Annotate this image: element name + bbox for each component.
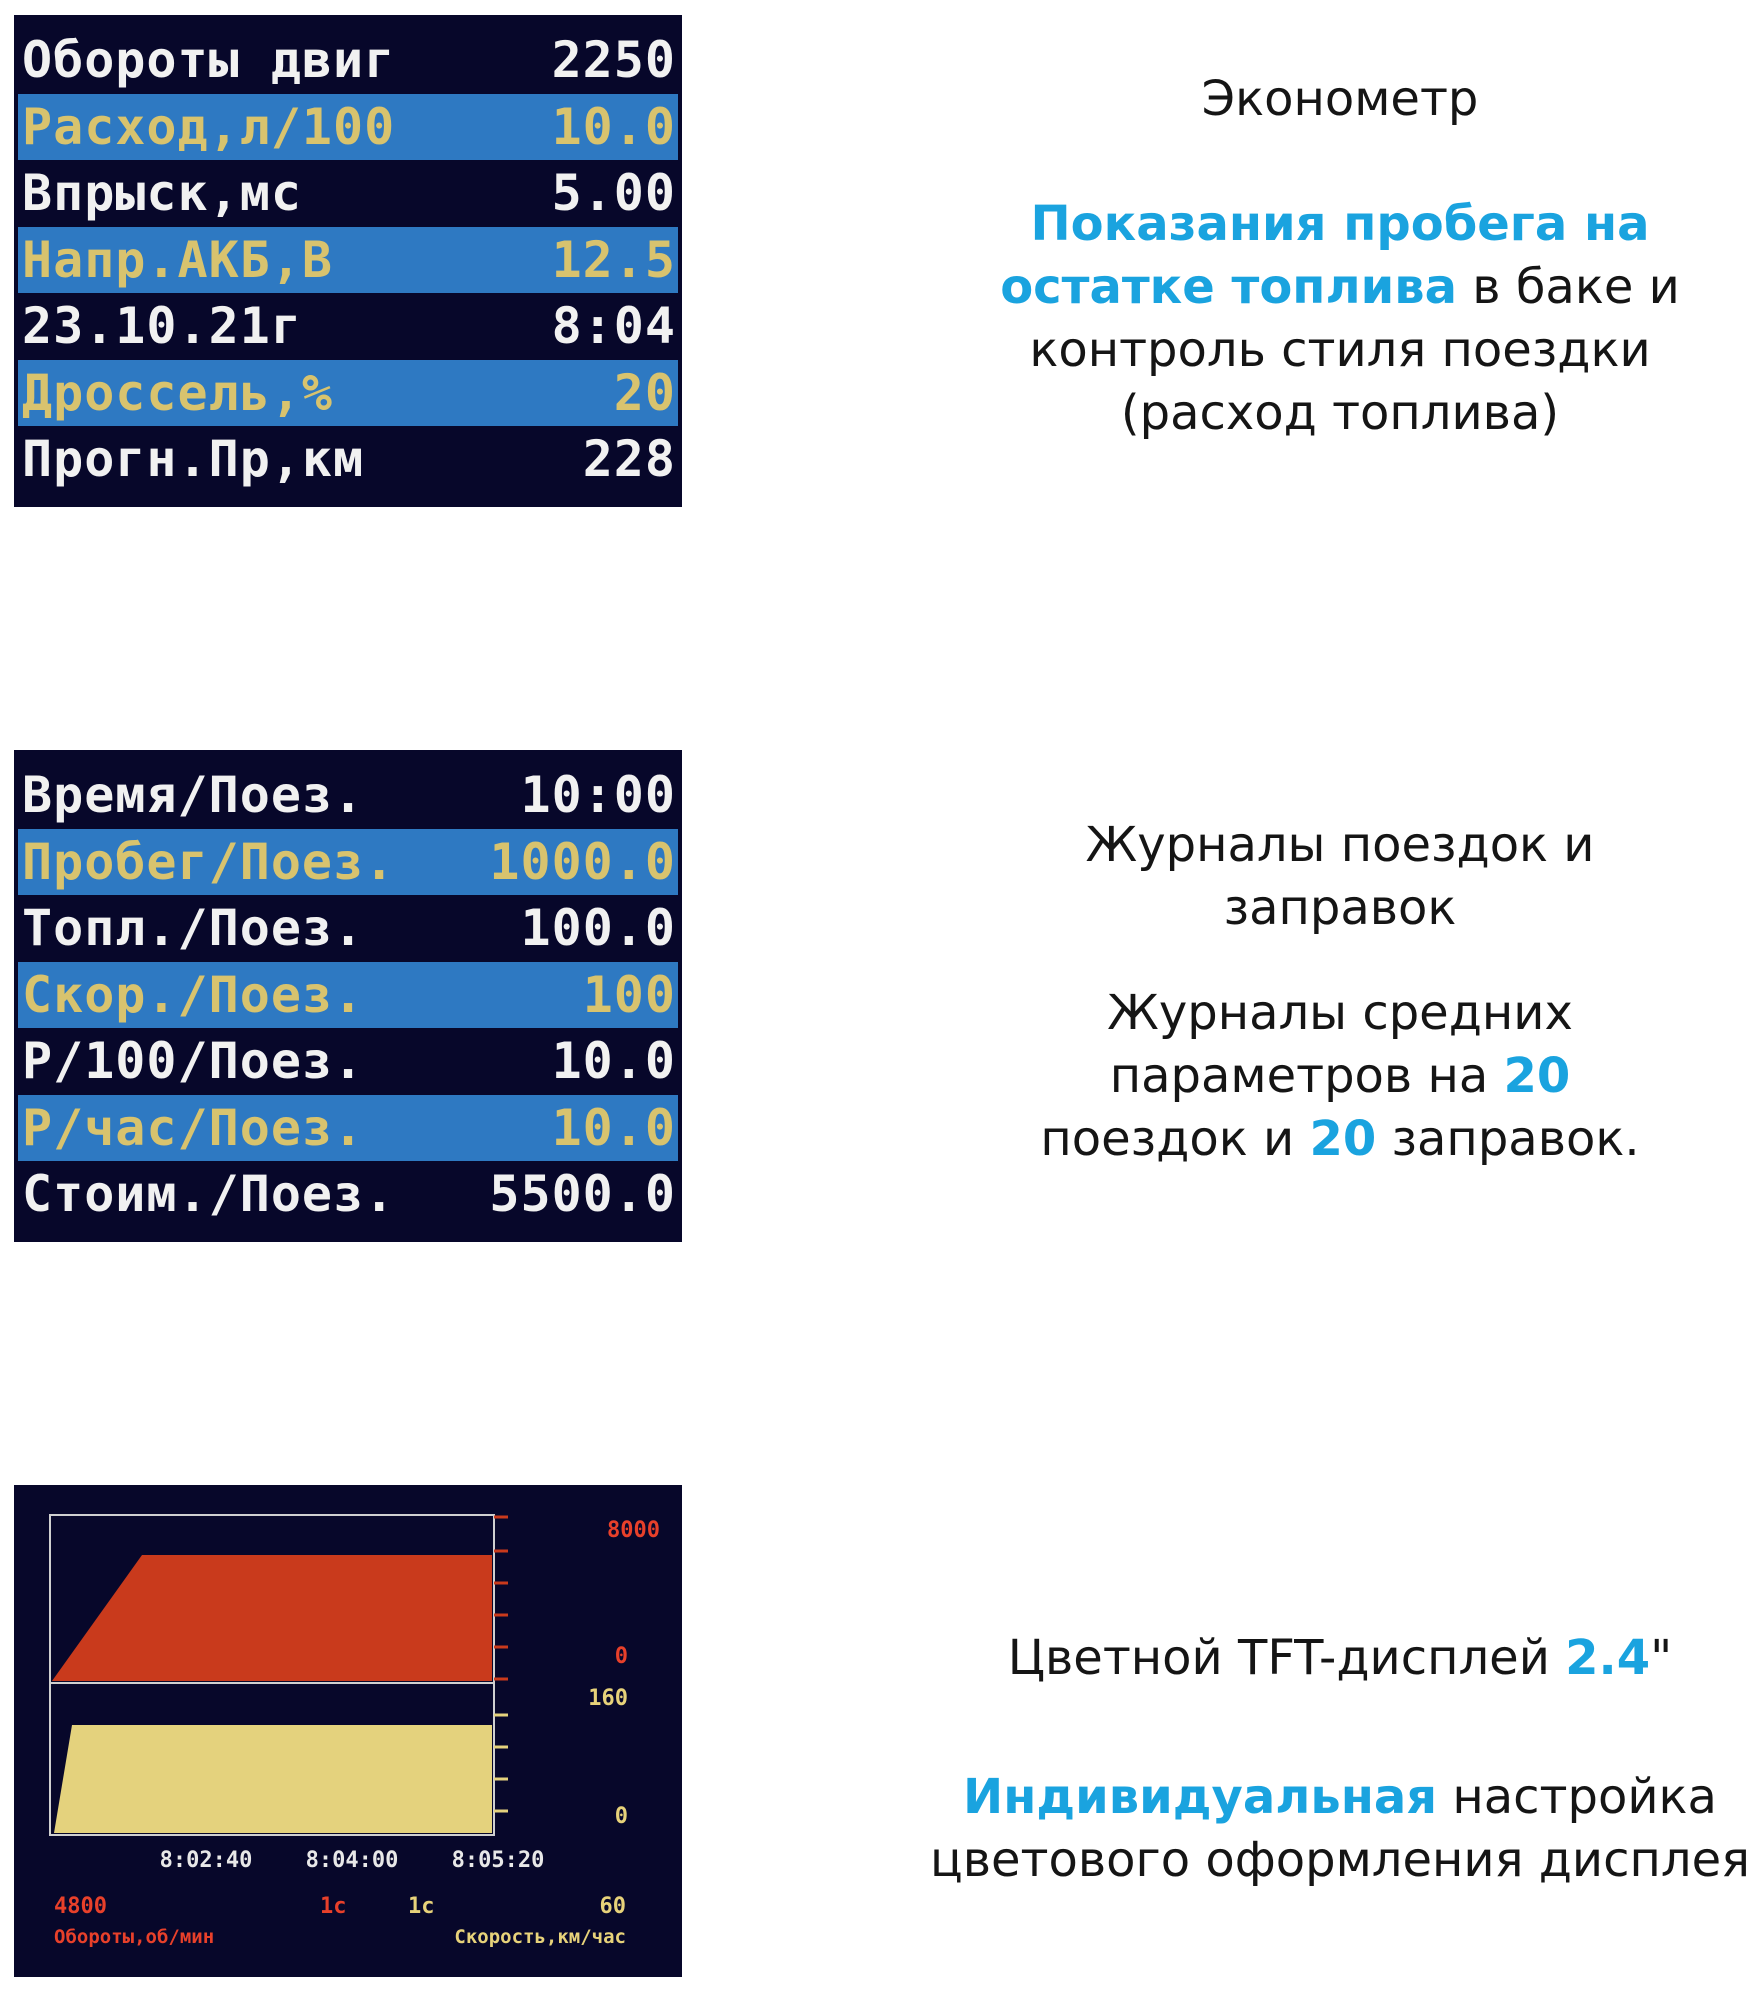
data-row: [18, 1028, 678, 1094]
journal-text-b: поездок и: [1040, 1111, 1310, 1167]
row-label: Обороты двиг: [22, 31, 396, 89]
display-description: [930, 1627, 1750, 1892]
rpm-label: Обороты,об/мин: [54, 1926, 215, 1948]
row-label: Топл./Поез.: [22, 899, 365, 957]
speed-scale-min: 0: [614, 1804, 628, 1829]
trip-journal-screen: [14, 750, 682, 1242]
row-value: 228: [582, 430, 676, 488]
row-value: 1000.0: [489, 832, 676, 891]
row-label: Напр.АКБ,В: [22, 230, 334, 289]
refuels-count: 20: [1309, 1111, 1377, 1167]
row-value: 5500.0: [489, 1165, 676, 1223]
data-row: [18, 1161, 678, 1227]
row-value: 100.0: [520, 899, 676, 957]
econometer-screen: [14, 15, 682, 507]
rpm-scale-max: 8000: [607, 1518, 660, 1543]
display-text-c: настройка цветового оформления дисплея: [930, 1769, 1750, 1888]
speed-label: Скорость,км/час: [454, 1926, 626, 1948]
time-tick: 8:04:00: [305, 1848, 399, 1873]
row-value: 20: [613, 363, 676, 422]
journal-text-a: Журналы средних параметров на: [1107, 985, 1573, 1104]
data-row: [18, 1095, 678, 1161]
econometer-description: [930, 68, 1750, 445]
data-row: [18, 762, 678, 828]
display-title: [930, 1627, 1750, 1690]
data-row: [18, 227, 678, 293]
rpm-scale-min: 0: [614, 1644, 628, 1669]
row-value: 10:00: [520, 766, 676, 824]
data-row: [18, 160, 678, 226]
data-row: [18, 293, 678, 359]
speed-scale-max: 160: [588, 1686, 628, 1711]
row-value: 12.5: [551, 230, 676, 289]
journal-text: [930, 982, 1750, 1171]
row-label: Пробег/Поез.: [22, 832, 396, 891]
data-row: [18, 360, 678, 426]
range-text: в баке и контроль стиля поездки (расход топлива): [1029, 259, 1680, 441]
row-value: 10.0: [551, 1098, 676, 1157]
time-tick: 8:05:20: [451, 1848, 545, 1873]
row-value: 2250: [551, 31, 676, 89]
row-value: 10.0: [551, 1032, 676, 1090]
row-label: Расход,л/100: [22, 97, 396, 156]
journal-title: Журналы поездок и заправок: [1085, 817, 1595, 936]
data-row: [18, 426, 678, 492]
individual-highlight: Индивидуальная: [963, 1769, 1438, 1825]
display-text-a: Цветной TFT-дисплей: [1007, 1630, 1566, 1686]
time-tick: 8:02:40: [159, 1848, 253, 1873]
row-label: Прогн.Пр,км: [22, 430, 365, 488]
chart-svg: [14, 1485, 682, 1977]
speed-area: [54, 1725, 492, 1833]
rpm-scale-ticks: [494, 1517, 508, 1679]
row-label: Время/Поез.: [22, 766, 365, 824]
data-row: [18, 962, 678, 1028]
journal-text-c: заправок.: [1376, 1111, 1640, 1167]
econometer-text: [930, 193, 1750, 445]
trips-count: 20: [1503, 1048, 1571, 1104]
row-label: Стоим./Поез.: [22, 1165, 396, 1223]
journal-description: [930, 814, 1750, 1171]
rpm-area: [52, 1555, 492, 1681]
speed-interval: 1с: [408, 1894, 435, 1919]
data-row: [18, 27, 678, 93]
row-label: 23.10.21г: [22, 297, 302, 355]
rpm-value: 4800: [54, 1894, 107, 1919]
data-row: [18, 94, 678, 160]
row-value: 5.00: [551, 164, 676, 222]
row-value: 100: [582, 965, 676, 1024]
display-size: 2.4: [1565, 1630, 1651, 1686]
row-value: 8:04: [551, 297, 676, 355]
econometer-title: Эконометр: [1201, 71, 1479, 127]
row-label: Р/100/Поез.: [22, 1032, 365, 1090]
rpm-interval: 1с: [320, 1894, 347, 1919]
data-row: [18, 829, 678, 895]
chart-screen: [14, 1485, 682, 1977]
display-customization: [930, 1766, 1750, 1892]
speed-value: 60: [599, 1894, 626, 1919]
display-text-b: ": [1650, 1630, 1673, 1686]
row-label: Впрыск,мс: [22, 164, 302, 222]
range-highlight: Показания пробега на остатке топлива: [1000, 196, 1650, 315]
data-row: [18, 895, 678, 961]
row-value: 10.0: [551, 97, 676, 156]
row-label: Р/час/Поез.: [22, 1098, 365, 1157]
speed-scale-ticks: [494, 1715, 508, 1811]
row-label: Скор./Поез.: [22, 965, 365, 1024]
row-label: Дроссель,%: [22, 363, 334, 422]
